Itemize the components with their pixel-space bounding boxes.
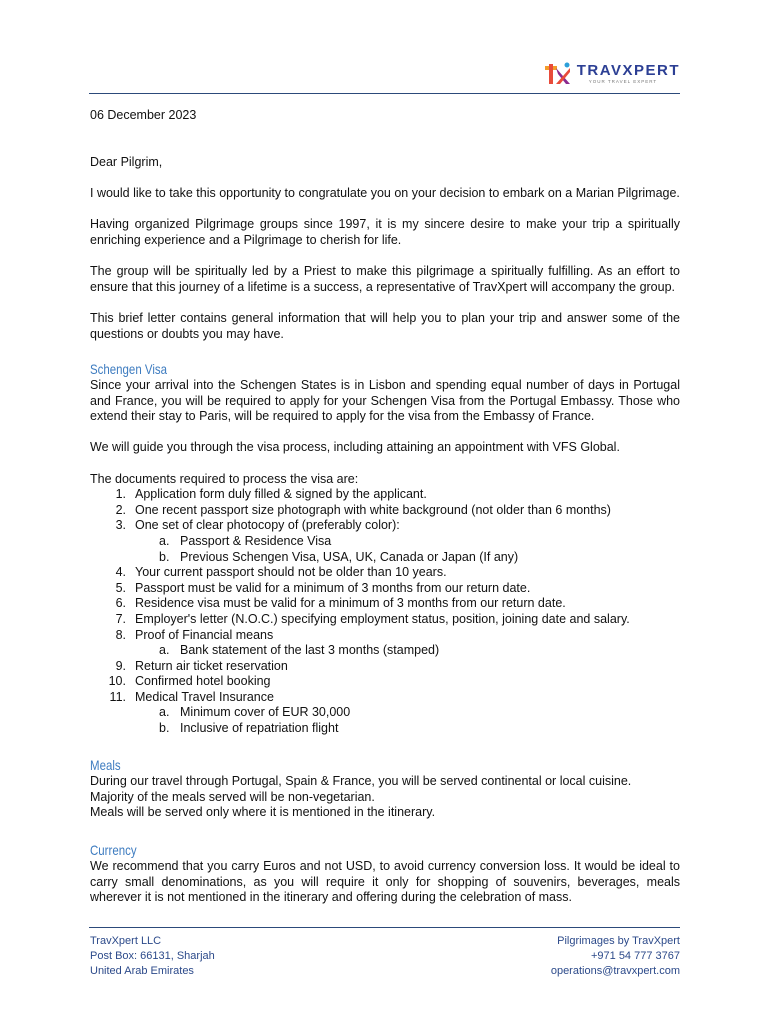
document-subitem-text: Minimum cover of EUR 30,000 — [180, 705, 351, 720]
document-subitem — [90, 721, 680, 737]
documents-list — [90, 487, 680, 737]
document-item — [90, 690, 680, 706]
document-item-number: 6. — [115, 596, 126, 611]
document-item — [90, 503, 680, 519]
document-item — [90, 612, 680, 628]
document-item-text: Medical Travel Insurance — [135, 689, 274, 704]
document-subitem — [90, 643, 680, 659]
document-subitem — [90, 705, 680, 721]
paragraph-2: Having organized Pilgrimage groups since 1997, it is my sincere desire to make your trip a spiritually enriching experience and a Pilgrimage to cherish for life. — [90, 217, 680, 247]
document-item-number: 11. — [109, 689, 126, 704]
document-item — [90, 518, 680, 534]
footer-brand: Pilgrimages by TravXpert — [557, 935, 680, 947]
document-subitem-letter: a. — [159, 705, 170, 720]
letter-date: 06 December 2023 — [90, 108, 197, 122]
document-item-text: Passport must be valid for a minimum of 3 months from our return date. — [135, 580, 531, 595]
salutation: Dear Pilgrim, — [90, 155, 163, 169]
paragraph-1: I would like to take this opportunity to congratulate you on your decision to embark on a Marian Pilgrimage. — [90, 186, 680, 201]
document-item-text: One set of clear photocopy of (preferably color): — [135, 518, 400, 533]
document-item-text: Return air ticket reservation — [135, 658, 288, 673]
meals-line-3: Meals will be served only where it is mentioned in the itinerary. — [90, 805, 436, 820]
footer-company-name: TravXpert LLC — [90, 935, 162, 947]
document-subitem-text: Passport & Residence Visa — [180, 533, 332, 548]
document-subitem-text: Previous Schengen Visa, USA, UK, Canada or Japan (If any) — [180, 549, 519, 564]
document-subitem-letter: a. — [159, 533, 170, 548]
document-item-text: Proof of Financial means — [135, 627, 274, 642]
footer-contact — [551, 934, 680, 979]
document-item-number: 8. — [115, 627, 126, 642]
footer-divider — [89, 927, 680, 928]
document-item-number: 7. — [115, 611, 126, 626]
document-subitems — [90, 643, 680, 659]
logo-tagline: YOUR TRAVEL EXPERT — [588, 79, 658, 84]
document-item — [90, 659, 680, 675]
document-subitem-letter: b. — [159, 549, 170, 564]
meals-line-1: During our travel through Portugal, Spain & France, you will be served continental or local cuisine. — [90, 774, 632, 788]
document-item-number: 2. — [115, 502, 126, 517]
document-item-number: 3. — [115, 518, 126, 533]
schengen-intro: Since your arrival into the Schengen States is in Lisbon and spending equal number of days in Portugal and France, you will be required to apply for your Schengen Visa from the Portugal Embassy. Those who extend their stay to Paris, will be required to apply for the visa from the Embassy of France. — [90, 378, 680, 424]
document-item-number: 10. — [108, 674, 126, 689]
document-subitems — [90, 534, 680, 565]
travxpert-logo — [543, 60, 680, 88]
document-item-text: Confirmed hotel booking — [135, 674, 271, 689]
document-subitem — [90, 534, 680, 550]
logo-name: TRAVXPERT — [576, 62, 680, 79]
document-item — [90, 581, 680, 597]
document-subitem-text: Inclusive of repatriation flight — [180, 721, 339, 736]
header-divider — [89, 93, 680, 94]
meals-heading: Meals — [90, 757, 121, 773]
currency-heading: Currency — [90, 842, 137, 858]
document-subitem-letter: a. — [159, 643, 170, 658]
meals-section — [90, 756, 680, 821]
document-item — [90, 628, 680, 644]
document-item-number: 4. — [115, 565, 126, 580]
document-subitems — [90, 705, 680, 736]
footer-email[interactable]: operations@travxpert.com — [550, 965, 680, 977]
document-item-text: One recent passport size photograph with white background (not older than 6 months) — [135, 502, 611, 517]
document-subitem-letter: b. — [159, 721, 170, 736]
currency-section — [90, 841, 680, 906]
meals-line-2: Majority of the meals served will be non-vegetarian. — [90, 789, 375, 804]
document-item — [90, 487, 680, 503]
document-item-text: Your current passport should not be older than 10 years. — [135, 565, 447, 580]
document-item — [90, 674, 680, 690]
letter-body — [90, 155, 680, 342]
document-item — [90, 565, 680, 581]
footer-country: United Arab Emirates — [90, 965, 194, 977]
document-item-number: 5. — [115, 580, 126, 595]
document-item-text: Residence visa must be valid for a minimum of 3 months from our return date. — [135, 596, 566, 611]
docs-intro: The documents required to process the visa are: — [90, 471, 359, 486]
schengen-guide: We will guide you through the visa process, including attaining an appointment with VFS Global. — [90, 440, 620, 455]
tx-logo-icon — [543, 60, 573, 88]
currency-text: We recommend that you carry Euros and not USD, to avoid currency conversion loss. It would be ideal to carry small denominations, as you will require it only for shopping of souvenirs, beverages, meals wherever it is not mentioned in the itinerary and offering during the celebration of mass. — [90, 859, 680, 905]
schengen-heading: Schengen Visa — [90, 361, 168, 377]
footer-address: Post Box: 66131, Sharjah — [90, 950, 215, 962]
document-item-text: Employer's letter (N.O.C.) specifying employment status, position, joining date and salary. — [135, 611, 630, 626]
footer-company — [90, 934, 215, 979]
document-item-number: 1. — [115, 487, 126, 502]
document-item — [90, 596, 680, 612]
paragraph-3: The group will be spiritually led by a Priest to make this pilgrimage a spiritually fulfilling. As an effort to ensure that this journey of a lifetime is a success, a representative of TravXpert will accompany the group. — [90, 264, 680, 294]
schengen-section — [90, 360, 680, 737]
document-subitem — [90, 550, 680, 566]
document-subitem-text: Bank statement of the last 3 months (stamped) — [180, 643, 440, 658]
document-item-text: Application form duly filled & signed by the applicant. — [135, 487, 427, 502]
footer-phone[interactable]: +971 54 777 3767 — [590, 950, 680, 962]
paragraph-4: This brief letter contains general information that will help you to plan your trip and answer some of the questions or doubts you may have. — [90, 310, 680, 341]
document-item-number: 9. — [115, 658, 126, 673]
